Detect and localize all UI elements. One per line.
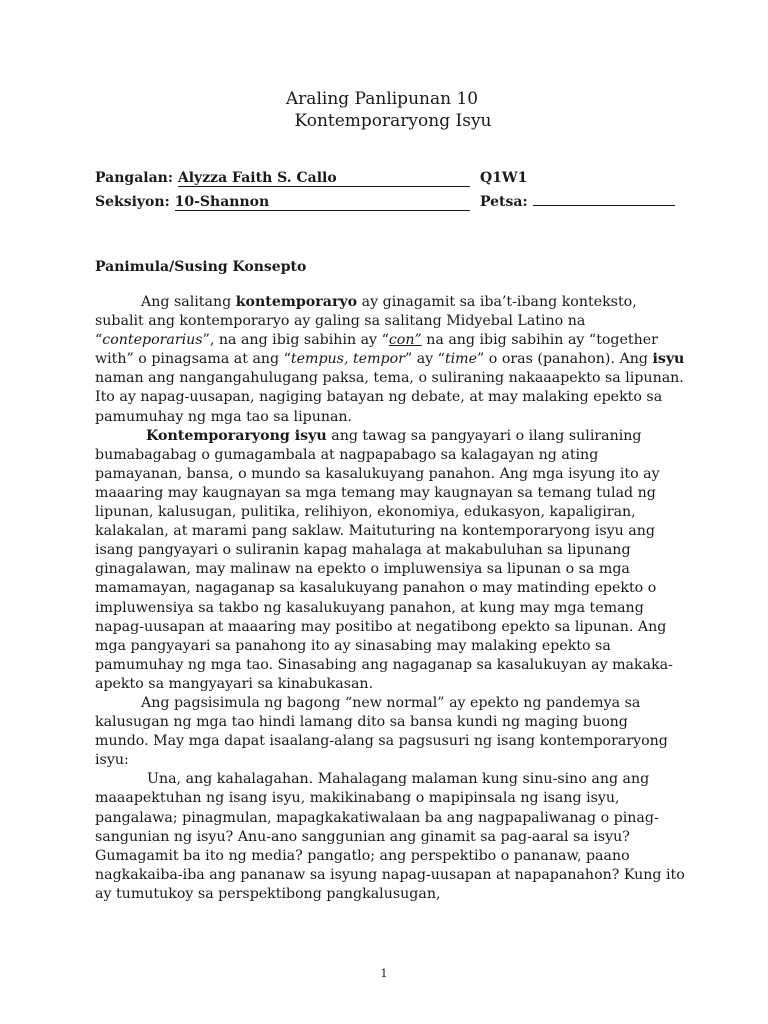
name-value: Alyzza Faith S. Callo	[178, 171, 470, 187]
topic-title: Kontemporaryong Isyu	[294, 111, 492, 131]
section-heading: Panimula/Susing Konsepto	[95, 259, 307, 275]
document-body	[95, 293, 685, 904]
section-label: Seksiyon:	[95, 194, 170, 210]
name-label: Pangalan:	[95, 170, 173, 186]
name-field	[95, 170, 470, 187]
date-value	[533, 205, 675, 206]
date-field	[480, 194, 675, 210]
paragraph-4: Una, ang kahalagahan. Mahalagang malaman kung sinu-sino ang ang maaapektuhan ng isang isyu, makikinabang o mapipinsala ng isang isyu, pangalawa; pinagmulan, mapagkakatiwalaan ba ang nagpapaliwanag o pinag-sangunian ng isyu? Anu-ano sanggunian ang ginamit sa pag-aaral sa isyu? Gumagamit ba ito ng media? pangatlo; ang perspektibo o pananaw, paano nagkakaiba-iba ang pananaw sa isyung napag-uusapan at napapanahon? Kung ito ay tumutukoy sa perspektibong pangkalusugan,	[95, 771, 685, 902]
page-number: 1	[380, 967, 388, 980]
section-value: 10-Shannon	[175, 195, 470, 211]
quarter-week-code: Q1W1	[480, 170, 528, 186]
paragraph-1: Ang salitang kontemporaryo ay ginagamit sa iba’t-ibang konteksto, subalit ang kontemporaryo ay galing sa salitang Midyebal Latino na “conteporarius”, na ang ibig sabihin ay “con” na ang ibig sabihin ay “together with” o pinagsama at ang “tempus, tempor” ay “time” o oras (panahon). Ang isyu naman ang nangangahulugang paksa, tema, o suliraning nakaaapekto sa lipunan. Ito ay napag-uusapan, nagiging batayan ng debate, at may malaking epekto sa pamumuhay ng mga tao sa lipunan.	[95, 294, 685, 425]
paragraph-2: Kontemporaryong isyu ang tawag sa pangyayari o ilang suliraning bumabagabag o gumagambala at nagpapabago sa kalagayan ng ating pamayanan, bansa, o mundo sa kasalukuyang panahon. Ang mga isyung ito ay maaaring may kaugnayan sa mga temang may kaugnayan sa temang tulad ng lipunan, kalusugan, pulitika, relihiyon, ekonomiya, edukasyon, kapaligiran, kalakalan, at marami pang saklaw. Maituturing na kontemporaryong isyu ang isang pangyayari o suliranin kapag mahalaga at makabuluhan sa lipunang ginagalawan, may malinaw na epekto o impluwensiya sa lipunan o sa mga mamamayan, nagaganap sa kasalukuyang panahon o may matinding epekto o impluwensiya sa takbo ng kasalukuyang panahon, at kung may mga temang napag-uusapan at maaaring may positibo at negatibong epekto sa lipunan. Ang mga pangyayari sa panahong ito ay sinasabing may malaking epekto sa pamumuhay ng mga tao. Sinasabing ang nagaganap sa kasalukuyan ay makaka-apekto sa mangyayari sa kinabukasan.	[95, 427, 673, 692]
date-label: Petsa:	[480, 194, 528, 210]
paragraph-3: Ang pagsisimula ng bagong “new normal” ay epekto ng pandemya sa kalusugan ng mga tao hindi lamang dito sa bansa kundi ng maging buong mundo. May mga dapat isaalang-alang sa pagsusuri ng isang kontemporaryong isyu:	[95, 694, 668, 769]
subject-title: Araling Panlipunan 10	[285, 89, 479, 109]
section-field	[95, 194, 470, 211]
